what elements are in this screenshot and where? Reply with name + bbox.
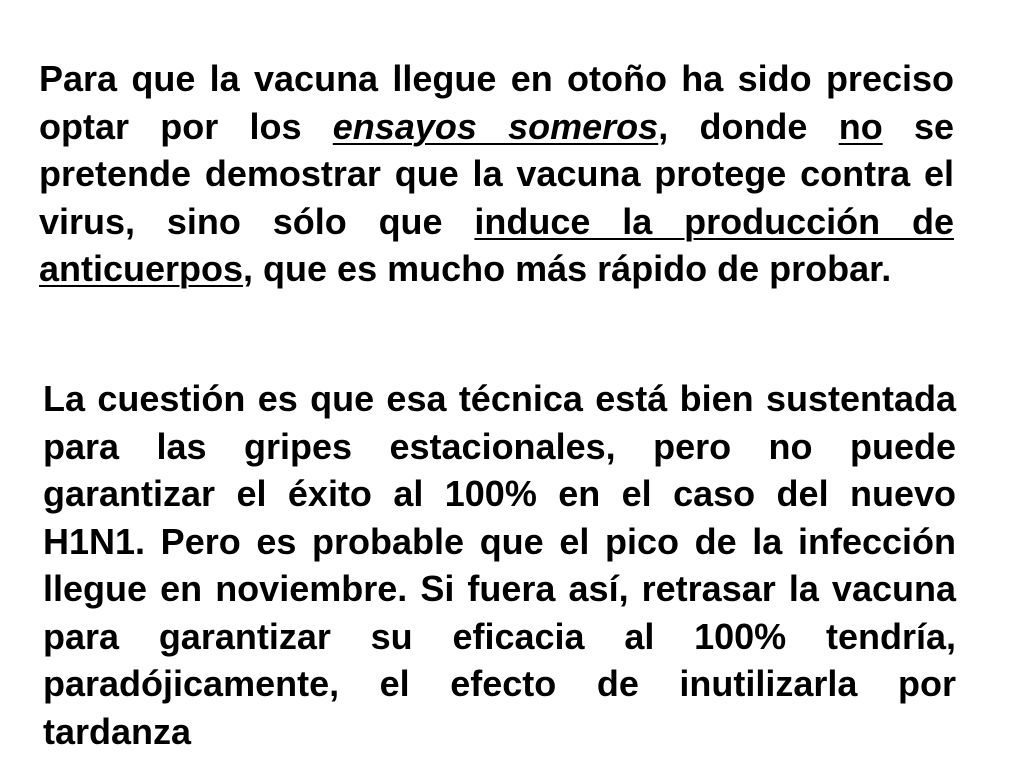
emphasis-induce-antibodies: induce la producción de anticuerpos [39,200,954,289]
paragraph1-text-part2: , donde [658,105,839,147]
paragraph1-text-part3: se pretende demostrar que la vacuna protege contra el virus, sino sólo que [39,105,955,242]
paragraph1-text-part1: Para que la vacuna llegue en otoño ha sido preciso optar por los [39,58,954,147]
paragraph-h1n1-question: La cuestión es que esa técnica está bien sustentada para las gripes estacionales, pero no puede garantizar el éxito al 100% en el caso del nuevo H1N1. Pero es probable que el pico de la infección llegue en noviembre. Si fuera así, retrasar la vacuna para garantizar su eficacia al 100% tendría, paradójicamente, el efecto de inutilizarla por tardanza [43,378,956,752]
paragraph1-text-part4: , que es mucho más rápido de probar. [243,248,892,289]
emphasis-no: no [838,105,883,147]
emphasis-ensayos-someros: ensayos someros [332,105,659,147]
paragraph-vaccine-trials [39,55,954,293]
